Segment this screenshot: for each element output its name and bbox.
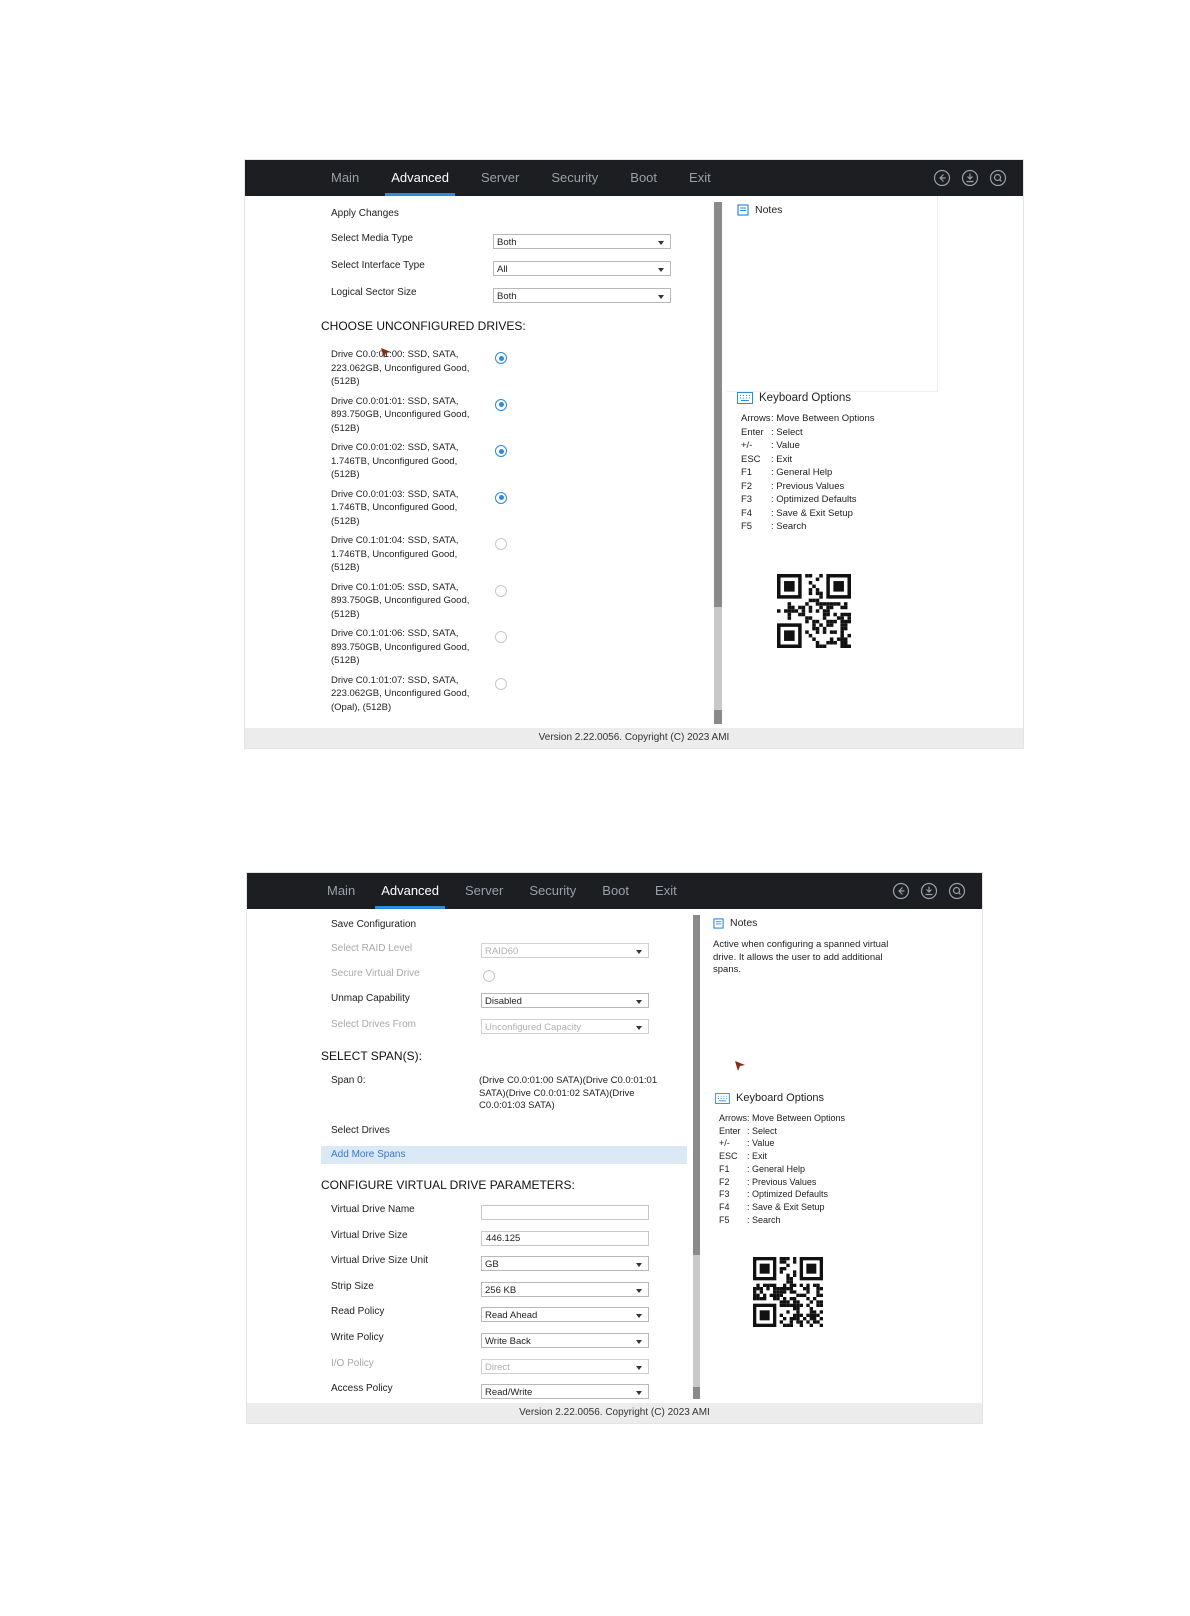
scrollbar-end-thumb[interactable] [693, 1387, 700, 1399]
keyboard-option-row [719, 1176, 845, 1189]
keyboard-option-row [719, 1137, 845, 1150]
key-description: : Search [771, 521, 807, 532]
section-heading: SELECT SPAN(S): [321, 1049, 422, 1063]
interface-type-select[interactable] [493, 261, 671, 276]
tab-security[interactable]: Security [529, 883, 577, 898]
field-label: Strip Size [331, 1280, 374, 1292]
secure-vd-checkbox[interactable] [483, 970, 495, 982]
keyboard-option-row [719, 1150, 845, 1163]
chevron-down-icon [636, 1289, 642, 1293]
chevron-down-icon [636, 1314, 642, 1318]
field-label: Virtual Drive Name [331, 1204, 415, 1215]
keyboard-option-row [741, 520, 875, 534]
save-icon[interactable] [920, 882, 938, 900]
key-description: : Move Between Options [747, 1113, 846, 1123]
tab-security[interactable]: Security [551, 170, 599, 185]
span-label: Span 0: [331, 1075, 366, 1086]
chevron-down-icon [636, 950, 642, 954]
keyboard-icon [737, 392, 753, 404]
chevron-down-icon [658, 268, 664, 272]
chevron-down-icon [658, 295, 664, 299]
select-drives-link[interactable]: Select Drives [331, 1125, 390, 1136]
apply-changes-link[interactable]: Apply Changes [331, 208, 399, 219]
keyboard-options-heading [737, 392, 851, 404]
drive-select-radio[interactable] [495, 631, 507, 643]
drive-select-radio[interactable] [495, 352, 507, 364]
key-description: : Save & Exit Setup [747, 1201, 825, 1212]
key-name: F2 [719, 1176, 730, 1187]
chevron-down-icon [636, 1026, 642, 1030]
chevron-down-icon [636, 1391, 642, 1395]
top-icons [933, 160, 1007, 196]
field-label: Write Policy [331, 1332, 384, 1343]
keyboard-option-row [741, 493, 875, 507]
qr-code [777, 574, 851, 648]
key-description: : General Help [747, 1163, 806, 1174]
dropdown-select[interactable] [481, 1282, 649, 1297]
settings-pane [321, 909, 701, 1403]
key-description: : Optimized Defaults [771, 494, 857, 505]
keyboard-option-row [719, 1201, 845, 1214]
search-icon[interactable] [989, 169, 1007, 187]
media-type-select[interactable] [493, 234, 671, 249]
drive-select-radio[interactable] [495, 538, 507, 550]
span-value: (Drive C0.0:01:00 SATA)(Drive C0.0:01:01 SATA)(Drive C0.0:01:02 SATA)(Drive C0.0:01:03 SATA) [479, 1075, 658, 1111]
key-description: : Previous Values [747, 1176, 817, 1187]
drive-item-label: Drive C0.0:01:00: SSD, SATA, 223.062GB, Unconfigured Good, (512B) [331, 349, 470, 387]
keyboard-option-row [719, 1125, 845, 1138]
field-label: Virtual Drive Size Unit [331, 1255, 429, 1267]
keyboard-option-row [741, 507, 875, 521]
keyboard-option-row [741, 412, 875, 426]
key-name: F1 [719, 1163, 730, 1174]
notes-box [727, 196, 938, 392]
text-input[interactable]: 446.125 [481, 1231, 649, 1246]
key-description: : Optimized Defaults [747, 1189, 829, 1200]
field-label: Unmap Capability [331, 993, 410, 1004]
key-name: ESC [741, 453, 761, 465]
drive-item-label: Drive C0.1:01:06: SSD, SATA, 893.750GB, Unconfigured Good, (512B) [331, 628, 470, 666]
drive-item-label: Drive C0.1:01:05: SSD, SATA, 893.750GB, Unconfigured Good, (512B) [331, 581, 470, 620]
tab-main[interactable]: Main [331, 170, 360, 185]
field-label: Access Policy [331, 1383, 393, 1395]
key-description: : Save & Exit Setup [771, 507, 853, 519]
back-icon[interactable] [892, 882, 910, 900]
key-name: +/- [741, 440, 753, 451]
drive-select-radio[interactable] [495, 492, 507, 504]
select-value: Disabled [485, 996, 522, 1007]
drive-select-radio[interactable] [495, 585, 507, 597]
dropdown-select[interactable] [481, 1307, 649, 1322]
chevron-down-icon [658, 241, 664, 245]
tab-server[interactable]: Server [465, 883, 504, 898]
scrollbar[interactable] [714, 202, 722, 722]
keyboard-options-list [719, 1112, 845, 1226]
drive-select-radio[interactable] [495, 445, 507, 457]
keyboard-option-row [719, 1112, 845, 1125]
field-label: Read Policy [331, 1306, 385, 1318]
key-name: ESC [719, 1151, 738, 1162]
field-label: I/O Policy [331, 1357, 374, 1369]
mouse-cursor-icon [379, 346, 393, 360]
key-description: : Value [747, 1138, 775, 1149]
key-description: : General Help [771, 467, 833, 478]
key-name: F4 [719, 1201, 730, 1212]
drive-item-label: Drive C0.1:01:07: SSD, SATA, 223.062GB, Unconfigured Good, (Opal), (512B) [331, 674, 470, 713]
drives-from-select[interactable] [481, 1019, 649, 1034]
select-value: GB [485, 1259, 499, 1271]
tab-advanced[interactable]: Advanced [381, 160, 459, 196]
keyboard-option-row [719, 1188, 845, 1201]
top-icons [892, 873, 966, 909]
select-value: Both [497, 237, 517, 248]
select-value: Direct [485, 1361, 510, 1373]
scrollbar-thumb[interactable] [714, 202, 722, 607]
drive-select-radio[interactable] [495, 399, 507, 411]
keyboard-options-heading [715, 1092, 824, 1104]
field-label: Select Drives From [331, 1019, 417, 1030]
select-value: Both [497, 291, 517, 302]
tab-server[interactable]: Server [481, 170, 520, 185]
tab-exit[interactable]: Exit [655, 883, 677, 898]
tab-boot[interactable]: Boot [602, 883, 630, 898]
field-label: Secure Virtual Drive [331, 968, 420, 979]
dropdown-select[interactable] [481, 1256, 649, 1271]
keyboard-option-row [741, 480, 875, 494]
version-footer: Version 2.22.0056. Copyright (C) 2023 AMI [245, 728, 1023, 748]
back-icon[interactable] [933, 169, 951, 187]
dropdown-select[interactable] [481, 1359, 649, 1374]
field-label: Virtual Drive Size [331, 1229, 408, 1241]
unmap-capability-select[interactable] [481, 993, 649, 1008]
save-configuration-link[interactable]: Save Configuration [331, 919, 417, 930]
key-name: F4 [741, 507, 753, 519]
select-value: Unconfigured Capacity [485, 1022, 582, 1033]
notes-text: Active when configuring a spanned virtual drive. It allows the user to add additional spans. [713, 939, 889, 975]
version-footer: Version 2.22.0056. Copyright (C) 2023 AMI [247, 1403, 982, 1423]
qr-code [753, 1257, 823, 1327]
dropdown-select[interactable] [481, 1384, 649, 1399]
tab-boot[interactable]: Boot [630, 170, 658, 185]
tab-bar [317, 873, 693, 909]
key-description: : Previous Values [771, 480, 845, 492]
key-name: F2 [741, 480, 753, 492]
chevron-down-icon [636, 1000, 642, 1004]
drive-item-label: Drive C0.0:01:02: SSD, SATA, 1.746TB, Unconfigured Good, (512B) [331, 442, 459, 480]
key-name: F1 [741, 467, 753, 478]
mouse-cursor-icon [733, 1059, 747, 1073]
sector-size-select[interactable] [493, 288, 671, 303]
keyboard-option-row [719, 1214, 845, 1227]
select-value: 256 KB [485, 1284, 517, 1296]
key-name: F3 [741, 494, 753, 505]
dropdown-select[interactable] [481, 1333, 649, 1348]
help-pane [707, 909, 982, 1403]
chevron-down-icon [636, 1340, 642, 1344]
field-label: Select RAID Level [331, 943, 413, 954]
keyboard-option-row [741, 466, 875, 480]
notes-heading [713, 917, 757, 929]
key-name: F5 [719, 1214, 730, 1225]
scrollbar-end-thumb[interactable] [714, 710, 722, 724]
raid-level-select[interactable] [481, 943, 649, 958]
key-description: : Search [747, 1214, 781, 1225]
key-name: Enter [719, 1125, 741, 1136]
scrollbar[interactable] [693, 915, 700, 1399]
field-label: Logical Sector Size [331, 287, 417, 298]
field-label: Select Interface Type [331, 260, 425, 271]
bios-screen-drive-selection [244, 159, 1024, 749]
keyboard-option-row [741, 439, 875, 453]
select-value: All [497, 264, 508, 275]
key-description: : Select [747, 1125, 778, 1136]
drive-item-label: Drive C0.0:01:03: SSD, SATA, 1.746TB, Unconfigured Good, (512B) [331, 488, 459, 527]
keyboard-option-row [719, 1163, 845, 1176]
tab-bar [321, 160, 733, 196]
tab-advanced[interactable]: Advanced [371, 873, 449, 909]
drive-item-label: Drive C0.1:01:04: SSD, SATA, 1.746TB, Unconfigured Good, (512B) [331, 535, 459, 573]
key-description: : Value [771, 440, 800, 451]
top-menu-bar [245, 160, 1023, 196]
section-heading: CHOOSE UNCONFIGURED DRIVES: [321, 319, 526, 333]
notes-icon [713, 918, 724, 929]
top-menu-bar [247, 873, 982, 909]
bios-screen-virtual-drive-config [246, 872, 983, 1424]
select-value: Read/Write [485, 1387, 533, 1399]
keyboard-option-row [741, 426, 875, 440]
notes-title: Notes [755, 204, 783, 216]
search-icon[interactable] [948, 882, 966, 900]
chevron-down-icon [636, 1263, 642, 1267]
key-name: Arrows [719, 1113, 748, 1123]
select-value: Write Back [485, 1336, 531, 1347]
field-label: Select Media Type [331, 233, 414, 244]
help-pane [727, 196, 1023, 728]
drive-item-label: Drive C0.0:01:01: SSD, SATA, 893.750GB, Unconfigured Good, (512B) [331, 395, 470, 434]
keyboard-icon [715, 1093, 730, 1104]
key-name: F5 [741, 521, 753, 532]
keyboard-options-list [741, 412, 875, 534]
chevron-down-icon [636, 1366, 642, 1370]
key-name: Arrows [741, 413, 771, 424]
text-input[interactable] [481, 1205, 649, 1220]
key-name: F3 [719, 1189, 730, 1200]
keyboard-options-title: Keyboard Options [759, 392, 852, 404]
keyboard-options-title: Keyboard Options [736, 1092, 825, 1104]
scrollbar-thumb[interactable] [693, 915, 700, 1255]
select-value: RAID60 [485, 946, 519, 957]
add-more-spans-button[interactable]: Add More Spans [321, 1146, 687, 1164]
key-description: : Move Between Options [771, 413, 875, 424]
drive-select-radio[interactable] [495, 678, 507, 690]
keyboard-option-row [741, 453, 875, 467]
key-description: : Exit [771, 453, 793, 465]
save-icon[interactable] [961, 169, 979, 187]
key-name: Enter [741, 426, 764, 438]
key-description: : Select [771, 426, 803, 438]
section-heading: CONFIGURE VIRTUAL DRIVE PARAMETERS: [321, 1178, 575, 1192]
notes-title: Notes [730, 917, 758, 929]
key-description: : Exit [747, 1151, 768, 1162]
key-name: +/- [719, 1138, 730, 1149]
tab-main[interactable]: Main [327, 883, 356, 898]
select-value: Read Ahead [485, 1310, 538, 1322]
tab-exit[interactable]: Exit [689, 170, 711, 185]
